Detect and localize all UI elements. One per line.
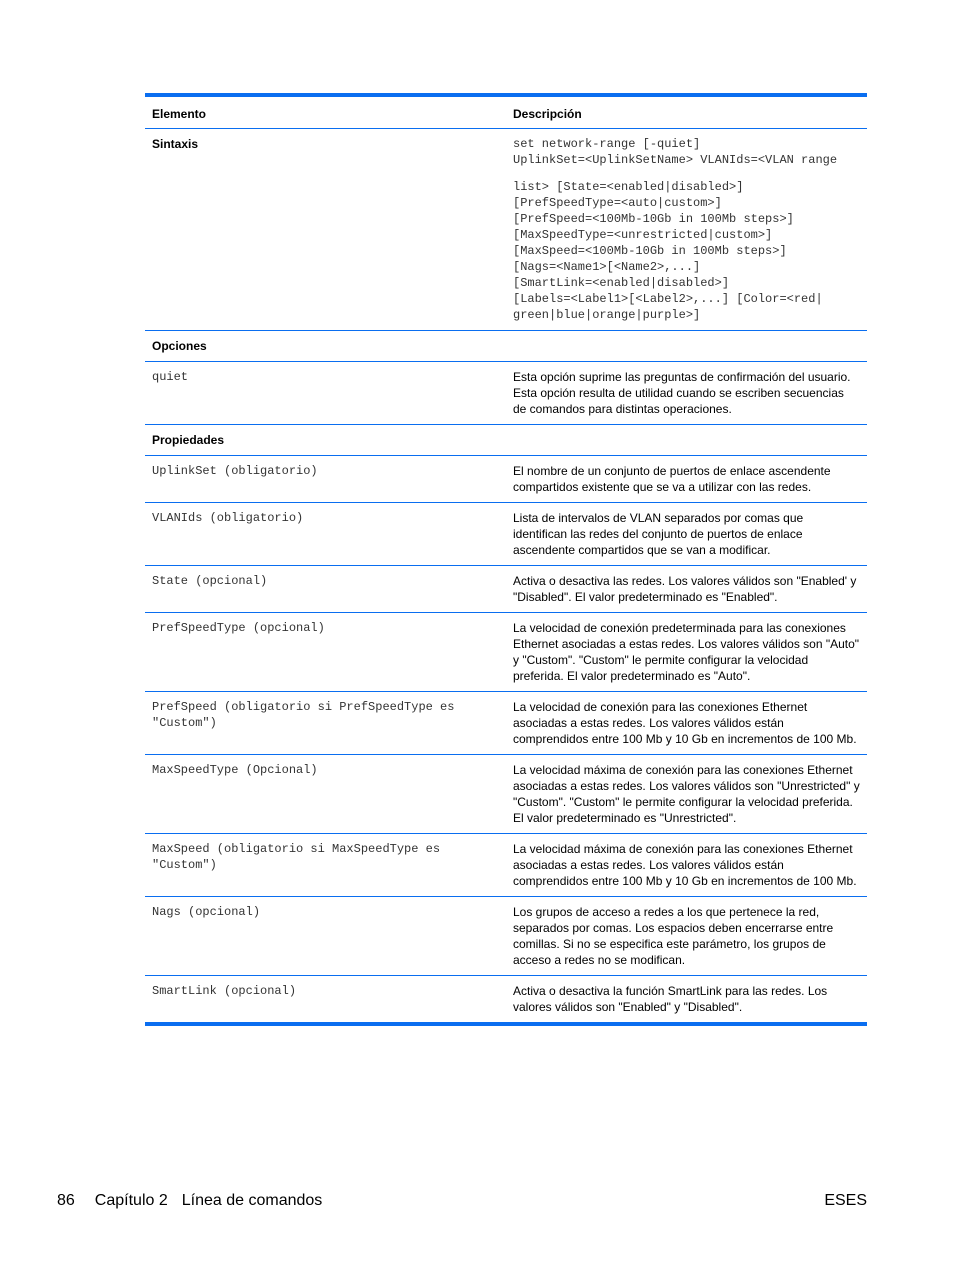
property-name: MaxSpeedType (Opcional)	[152, 763, 318, 777]
option-description: Esta opción suprime las preguntas de confirmación del usuario. Esta opción resulta de utilidad cuando se escriben secuencias de comandos para distintas operaciones.	[513, 370, 851, 416]
command-reference-table	[145, 93, 867, 1026]
table-row	[145, 566, 867, 613]
section-title: Línea de comandos	[181, 1192, 323, 1209]
table-row	[145, 834, 867, 897]
table-row	[145, 503, 867, 566]
syntax-line: set network-range [-quiet]	[513, 137, 701, 151]
syntax-line: list> [State=<enabled|disabled>]	[513, 180, 744, 194]
property-name: Nags (opcional)	[152, 905, 261, 919]
syntax-line: UplinkSet=<UplinkSetName> VLANIds=<VLAN range	[513, 153, 838, 167]
property-name: PrefSpeedType (opcional)	[152, 621, 325, 635]
syntax-row	[145, 129, 867, 331]
syntax-gap	[513, 168, 860, 179]
property-description: La velocidad máxima de conexión para las conexiones Ethernet asociadas a estas redes. Los valores válidos son "Unrestricted" y "Custom". "Custom" le permite configurar la velocidad preferida. El valor predeterminado es "Unrestricted".	[513, 763, 860, 825]
syntax-line: [SmartLink=<enabled|disabled>]	[513, 276, 730, 290]
table-row	[145, 755, 867, 834]
options-heading-empty	[506, 331, 867, 362]
property-description: Activa o desactiva las redes. Los valores válidos son "Enabled' y "Disabled". El valor predeterminado es "Enabled".	[513, 574, 857, 604]
option-name: quiet	[152, 370, 189, 384]
table-row	[145, 976, 867, 1025]
syntax-line: green|blue|orange|purple>]	[513, 308, 701, 322]
property-description: Activa o desactiva la función SmartLink para las redes. Los valores válidos son "Enabled" y "Disabled".	[513, 984, 828, 1014]
property-name: SmartLink (opcional)	[152, 984, 297, 998]
page-number: 86	[57, 1192, 75, 1209]
footer-locale: ESES	[824, 1192, 867, 1209]
syntax-line: [MaxSpeedType=<unrestricted|custom>]	[513, 228, 773, 242]
syntax-line: [MaxSpeed=<100Mb-10Gb in 100Mb steps>]	[513, 244, 787, 258]
property-name: PrefSpeed (obligatorio si PrefSpeedType es "Custom")	[152, 700, 455, 730]
footer-left	[57, 1191, 322, 1211]
syntax-line: [PrefSpeedType=<auto|custom>]	[513, 196, 722, 210]
property-description: La velocidad de conexión predeterminada para las conexiones Ethernet asociadas a estas redes. Los valores válidos son "Auto" y "Custom". "Custom" le permite configurar la velocidad preferida. El valor predeterminado es "Auto".	[513, 621, 860, 683]
property-description: La velocidad máxima de conexión para las conexiones Ethernet asociadas a estas redes. Los valores válidos están comprendidos entre 100 Mb y 10 Gb en incrementos de 100 Mb.	[513, 842, 857, 888]
header-description: Descripción	[513, 107, 582, 121]
table-header-row	[145, 95, 867, 129]
property-description: Los grupos de acceso a redes a los que pertenece la red, separados por comas. Los espacios deben encerrarse entre comillas. Si no se especifica este parámetro, los grupos de acceso a redes no se modifican.	[513, 905, 834, 967]
options-heading: Opciones	[152, 339, 207, 353]
property-name: UplinkSet (obligatorio)	[152, 464, 318, 478]
properties-section-row	[145, 425, 867, 456]
syntax-line: [Nags=<Name1>[<Name2>,...]	[513, 260, 701, 274]
property-name: MaxSpeed (obligatorio si MaxSpeedType es "Custom")	[152, 842, 441, 872]
syntax-label: Sintaxis	[152, 137, 199, 151]
property-name: VLANIds (obligatorio)	[152, 511, 304, 525]
header-element: Elemento	[152, 107, 207, 121]
table-row	[145, 613, 867, 692]
property-description: Lista de intervalos de VLAN separados por comas que identifican las redes del conjunto de puertos de enlace ascendente compartidos que se van a modificar.	[513, 511, 804, 557]
properties-heading: Propiedades	[152, 433, 225, 447]
property-name: State (opcional)	[152, 574, 268, 588]
table-row	[145, 692, 867, 755]
properties-heading-empty	[506, 425, 867, 456]
chapter-label: Capítulo 2	[94, 1192, 168, 1209]
property-description: El nombre de un conjunto de puertos de enlace ascendente compartidos existente que se va a utilizar con las redes.	[513, 464, 831, 494]
options-section-row	[145, 331, 867, 362]
syntax-line: [Labels=<Label1>[<Label2>,...] [Color=<red|	[513, 292, 823, 306]
property-description: La velocidad de conexión para las conexiones Ethernet asociadas a estas redes. Los valores válidos están comprendidos entre 100 Mb y 10 Gb en incrementos de 100 Mb.	[513, 700, 857, 746]
table-row	[145, 456, 867, 503]
syntax-code	[506, 129, 867, 331]
syntax-line: [PrefSpeed=<100Mb-10Gb in 100Mb steps>]	[513, 212, 794, 226]
table-row	[145, 897, 867, 976]
table-row	[145, 362, 867, 425]
